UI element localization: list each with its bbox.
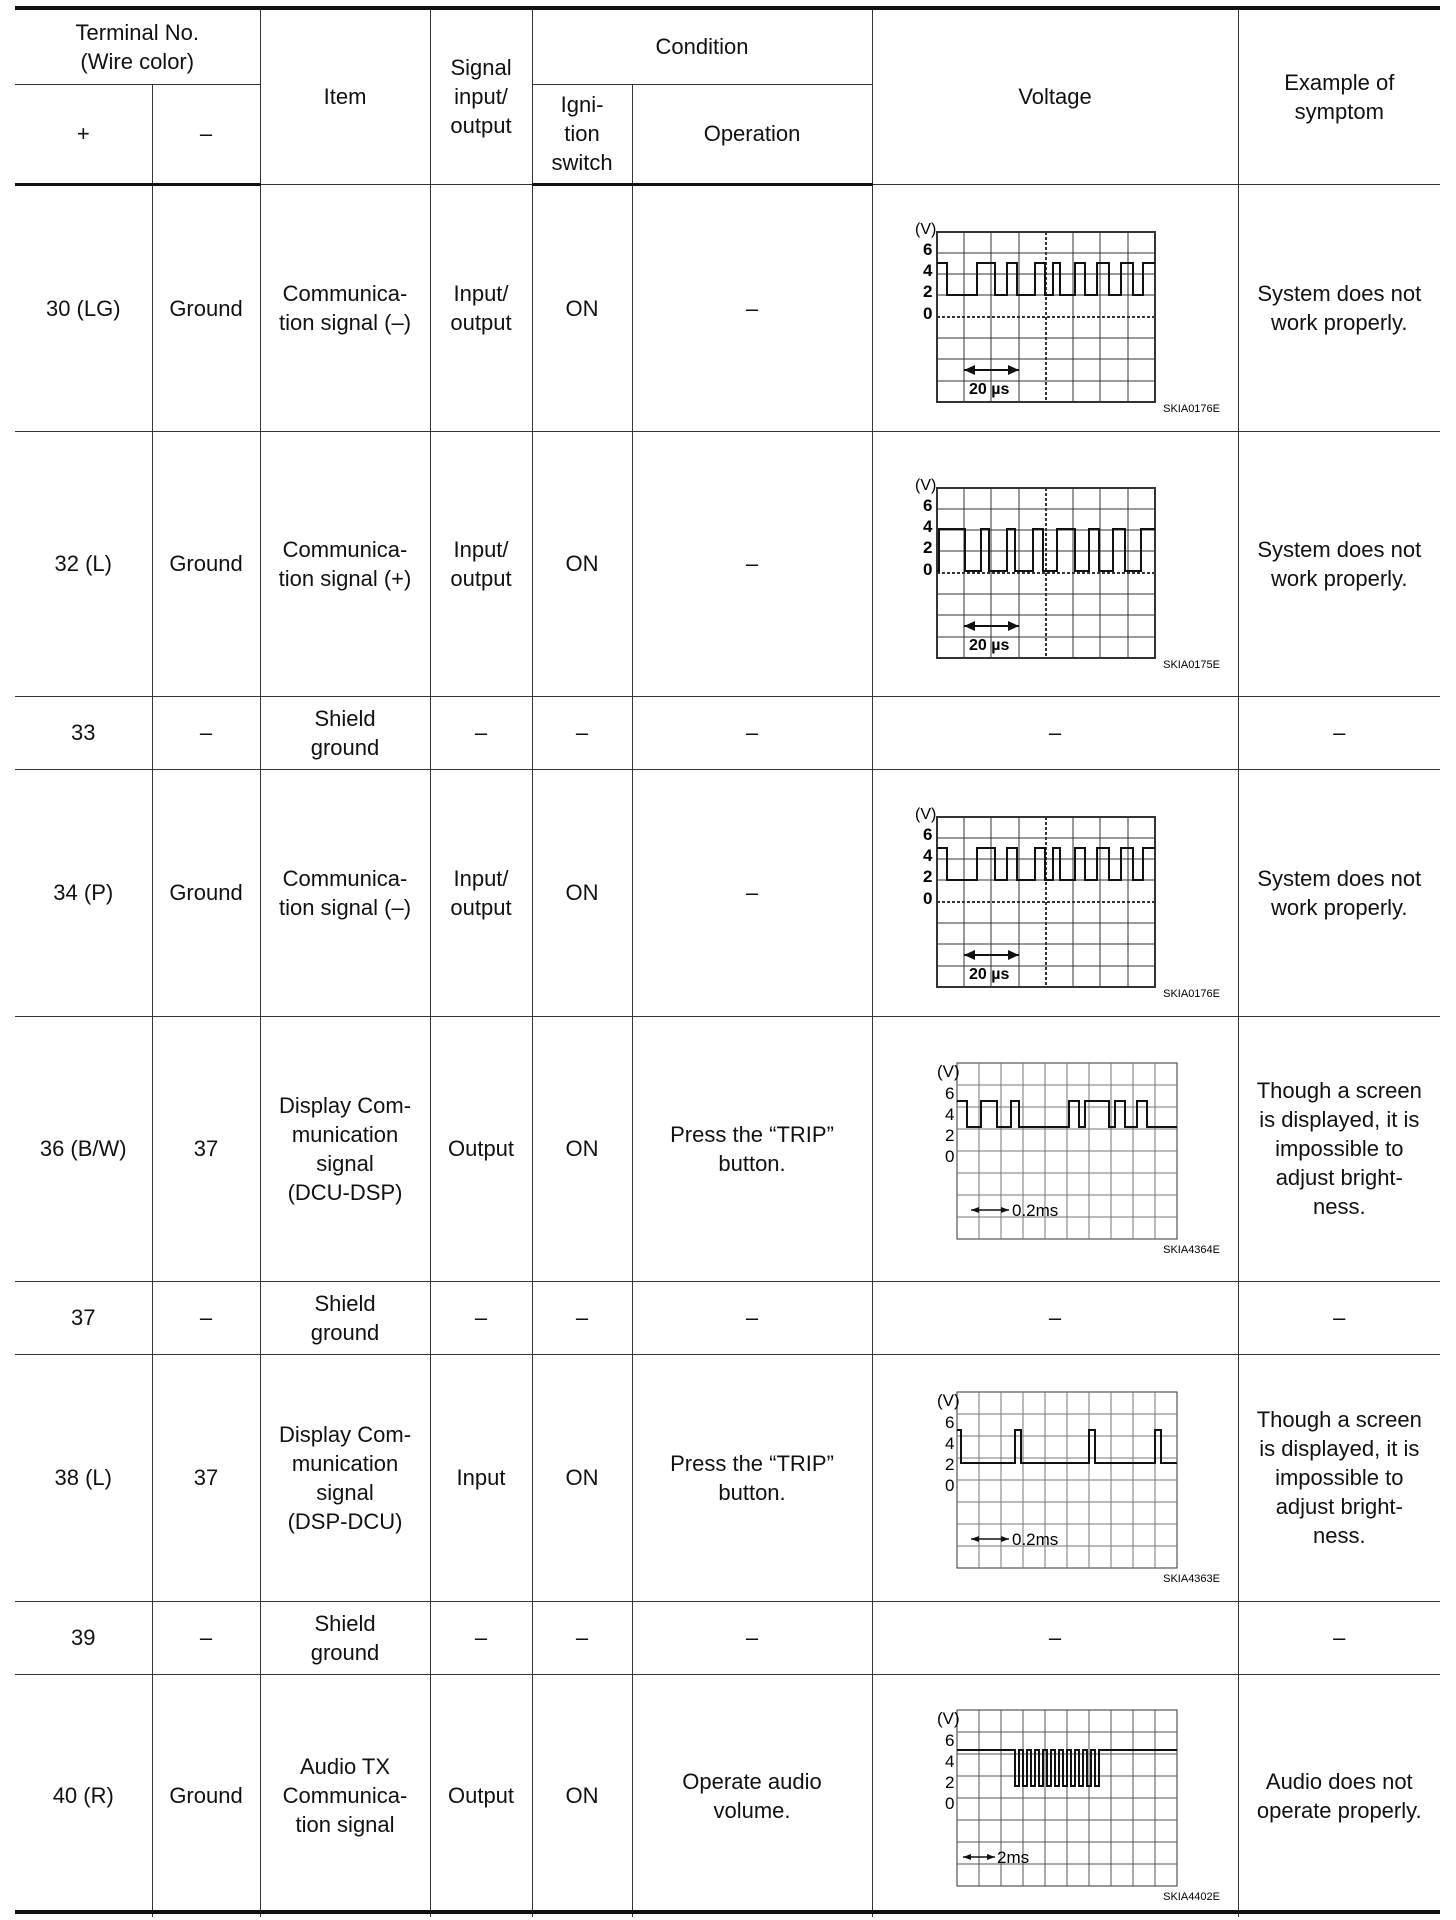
waveform-grid [957, 1392, 1177, 1568]
header-operation: Operation [632, 84, 872, 184]
cell-minus: – [152, 1281, 260, 1354]
cell-plus: 34 (P) [15, 769, 152, 1016]
header-voltage: Voltage [872, 10, 1238, 184]
waveform-chart [885, 1039, 1225, 1259]
scale-label: 20 µs [969, 965, 1010, 983]
axis-tick: 4 [945, 1104, 955, 1124]
header-example-of-symptom: Example of symptom [1238, 10, 1440, 184]
table-row [15, 1016, 1440, 1281]
cell-ignition: ON [532, 1354, 632, 1601]
cell-voltage: – [872, 696, 1238, 769]
scale-label: 0.2ms [1012, 1200, 1059, 1220]
axis-unit: (V) [937, 1061, 960, 1081]
axis-tick: 4 [945, 1751, 955, 1771]
cell-item: Shield ground [260, 1601, 430, 1674]
cell-ignition: – [532, 1281, 632, 1354]
cell-voltage [872, 184, 1238, 431]
cell-ignition: – [532, 696, 632, 769]
axis-unit: (V) [937, 1708, 960, 1728]
axis-tick: 6 [923, 824, 933, 844]
cell-operation: – [632, 431, 872, 696]
waveform-grid [937, 232, 1155, 402]
cell-operation: – [632, 769, 872, 1016]
figure-code: SKIA0176E [1163, 987, 1221, 1000]
figure-code: SKIA0176E [1163, 402, 1221, 415]
cell-ignition: – [532, 1601, 632, 1674]
table-row [15, 1674, 1440, 1917]
waveform-trace [937, 263, 1155, 295]
waveform-chart [885, 1686, 1225, 1906]
figure-code: SKIA4402E [1163, 1890, 1221, 1903]
cell-symptom: Though a screen is displayed, it is impossible to adjust bright- ness. [1238, 1354, 1440, 1601]
cell-minus: – [152, 696, 260, 769]
cell-plus: 37 [15, 1281, 152, 1354]
header-plus: + [15, 84, 152, 184]
cell-io: Input [430, 1354, 532, 1601]
waveform-chart [885, 198, 1225, 418]
cell-plus: 33 [15, 696, 152, 769]
table-row [15, 769, 1440, 1016]
cell-io: – [430, 696, 532, 769]
waveform-grid [937, 488, 1155, 658]
figure-code: SKIA4363E [1163, 1572, 1221, 1585]
figure-code: SKIA4364E [1163, 1243, 1221, 1256]
figure-code: SKIA0175E [1163, 658, 1221, 671]
cell-voltage [872, 1016, 1238, 1281]
waveform-chart [885, 454, 1225, 674]
axis-tick: 4 [923, 516, 933, 536]
cell-io: Output [430, 1016, 532, 1281]
cell-item: Communica- tion signal (+) [260, 431, 430, 696]
axis-unit: (V) [937, 1390, 960, 1410]
cell-voltage [872, 1354, 1238, 1601]
cell-item: Display Com- munication signal (DSP-DCU) [260, 1354, 430, 1601]
axis-tick: 4 [923, 845, 933, 865]
axis-tick: 0 [923, 559, 933, 579]
cell-operation: – [632, 1601, 872, 1674]
bottom-rule [15, 1910, 1440, 1914]
table-row [15, 431, 1440, 696]
cell-symptom: – [1238, 1281, 1440, 1354]
cell-item: Shield ground [260, 696, 430, 769]
cell-operation: Operate audio volume. [632, 1674, 872, 1917]
cell-minus: Ground [152, 1674, 260, 1917]
cell-minus: Ground [152, 431, 260, 696]
cell-ignition: ON [532, 1016, 632, 1281]
scale-arrows [971, 1207, 1009, 1213]
scale-label: 20 µs [969, 636, 1010, 654]
cell-item: Communica- tion signal (–) [260, 769, 430, 1016]
table-row [15, 1281, 1440, 1354]
axis-tick: 6 [923, 239, 933, 259]
header-minus: – [152, 84, 260, 184]
cell-io: Input/ output [430, 184, 532, 431]
axis-tick: 0 [945, 1146, 955, 1166]
cell-io: – [430, 1601, 532, 1674]
scale-label: 0.2ms [1012, 1529, 1059, 1549]
axis-tick: 4 [945, 1433, 955, 1453]
cell-voltage [872, 431, 1238, 696]
cell-symptom: System does not work properly. [1238, 184, 1440, 431]
terminal-table [15, 10, 1440, 1917]
cell-ignition: ON [532, 431, 632, 696]
scale-label: 20 µs [969, 380, 1010, 398]
cell-symptom: Though a screen is displayed, it is impossible to adjust bright- ness. [1238, 1016, 1440, 1281]
header-condition: Condition [532, 10, 872, 84]
scale-arrows [971, 1536, 1009, 1542]
header-ignition-switch: Igni- tion switch [532, 84, 632, 184]
cell-item: Shield ground [260, 1281, 430, 1354]
cell-minus: Ground [152, 184, 260, 431]
waveform-chart [885, 1368, 1225, 1588]
cell-ignition: ON [532, 769, 632, 1016]
axis-tick: 2 [923, 281, 933, 301]
terminal-table-document [15, 6, 1440, 1914]
waveform-grid [957, 1710, 1177, 1886]
waveform-trace [957, 1750, 1177, 1786]
axis-tick: 2 [945, 1125, 955, 1145]
cell-item: Audio TX Communica- tion signal [260, 1674, 430, 1917]
cell-minus: – [152, 1601, 260, 1674]
axis-tick: 6 [945, 1730, 955, 1750]
cell-io: Input/ output [430, 769, 532, 1016]
cell-item: Display Com- munication signal (DCU-DSP) [260, 1016, 430, 1281]
cell-voltage: – [872, 1601, 1238, 1674]
cell-plus: 30 (LG) [15, 184, 152, 431]
scale-label: 2ms [997, 1847, 1030, 1867]
table-row [15, 696, 1440, 769]
axis-tick: 2 [945, 1772, 955, 1792]
table-row [15, 1601, 1440, 1674]
cell-symptom: Audio does not operate properly. [1238, 1674, 1440, 1917]
cell-io: Output [430, 1674, 532, 1917]
cell-symptom: – [1238, 1601, 1440, 1674]
cell-minus: 37 [152, 1016, 260, 1281]
table-row [15, 184, 1440, 431]
cell-operation: – [632, 1281, 872, 1354]
axis-unit: (V) [915, 805, 937, 823]
cell-minus: 37 [152, 1354, 260, 1601]
cell-io: Input/ output [430, 431, 532, 696]
cell-symptom: System does not work properly. [1238, 769, 1440, 1016]
axis-tick: 4 [923, 260, 933, 280]
axis-unit: (V) [915, 476, 937, 494]
axis-tick: 6 [945, 1083, 955, 1103]
cell-item: Communica- tion signal (–) [260, 184, 430, 431]
cell-symptom: System does not work properly. [1238, 431, 1440, 696]
cell-symptom: – [1238, 696, 1440, 769]
header-signal-io: Signal input/ output [430, 10, 532, 184]
axis-tick: 0 [945, 1793, 955, 1813]
cell-voltage: – [872, 1281, 1238, 1354]
cell-ignition: ON [532, 1674, 632, 1917]
axis-tick: 0 [923, 888, 933, 908]
cell-voltage [872, 1674, 1238, 1917]
waveform-chart [885, 783, 1225, 1003]
cell-operation: – [632, 184, 872, 431]
waveform-grid [937, 817, 1155, 987]
waveform-grid [957, 1063, 1177, 1239]
axis-unit: (V) [915, 220, 937, 238]
cell-voltage [872, 769, 1238, 1016]
cell-plus: 36 (B/W) [15, 1016, 152, 1281]
cell-operation: Press the “TRIP” button. [632, 1354, 872, 1601]
axis-tick: 2 [923, 537, 933, 557]
axis-tick: 2 [923, 866, 933, 886]
cell-minus: Ground [152, 769, 260, 1016]
cell-plus: 40 (R) [15, 1674, 152, 1917]
cell-operation: – [632, 696, 872, 769]
header-terminal-no: Terminal No. (Wire color) [15, 10, 260, 84]
cell-io: – [430, 1281, 532, 1354]
axis-tick: 6 [923, 495, 933, 515]
cell-plus: 38 (L) [15, 1354, 152, 1601]
table-row [15, 1354, 1440, 1601]
axis-tick: 0 [945, 1475, 955, 1495]
cell-operation: Press the “TRIP” button. [632, 1016, 872, 1281]
axis-tick: 6 [945, 1412, 955, 1432]
cell-ignition: ON [532, 184, 632, 431]
axis-tick: 2 [945, 1454, 955, 1474]
cell-plus: 32 (L) [15, 431, 152, 696]
axis-tick: 0 [923, 303, 933, 323]
cell-plus: 39 [15, 1601, 152, 1674]
waveform-trace [937, 848, 1155, 880]
header-item: Item [260, 10, 430, 184]
